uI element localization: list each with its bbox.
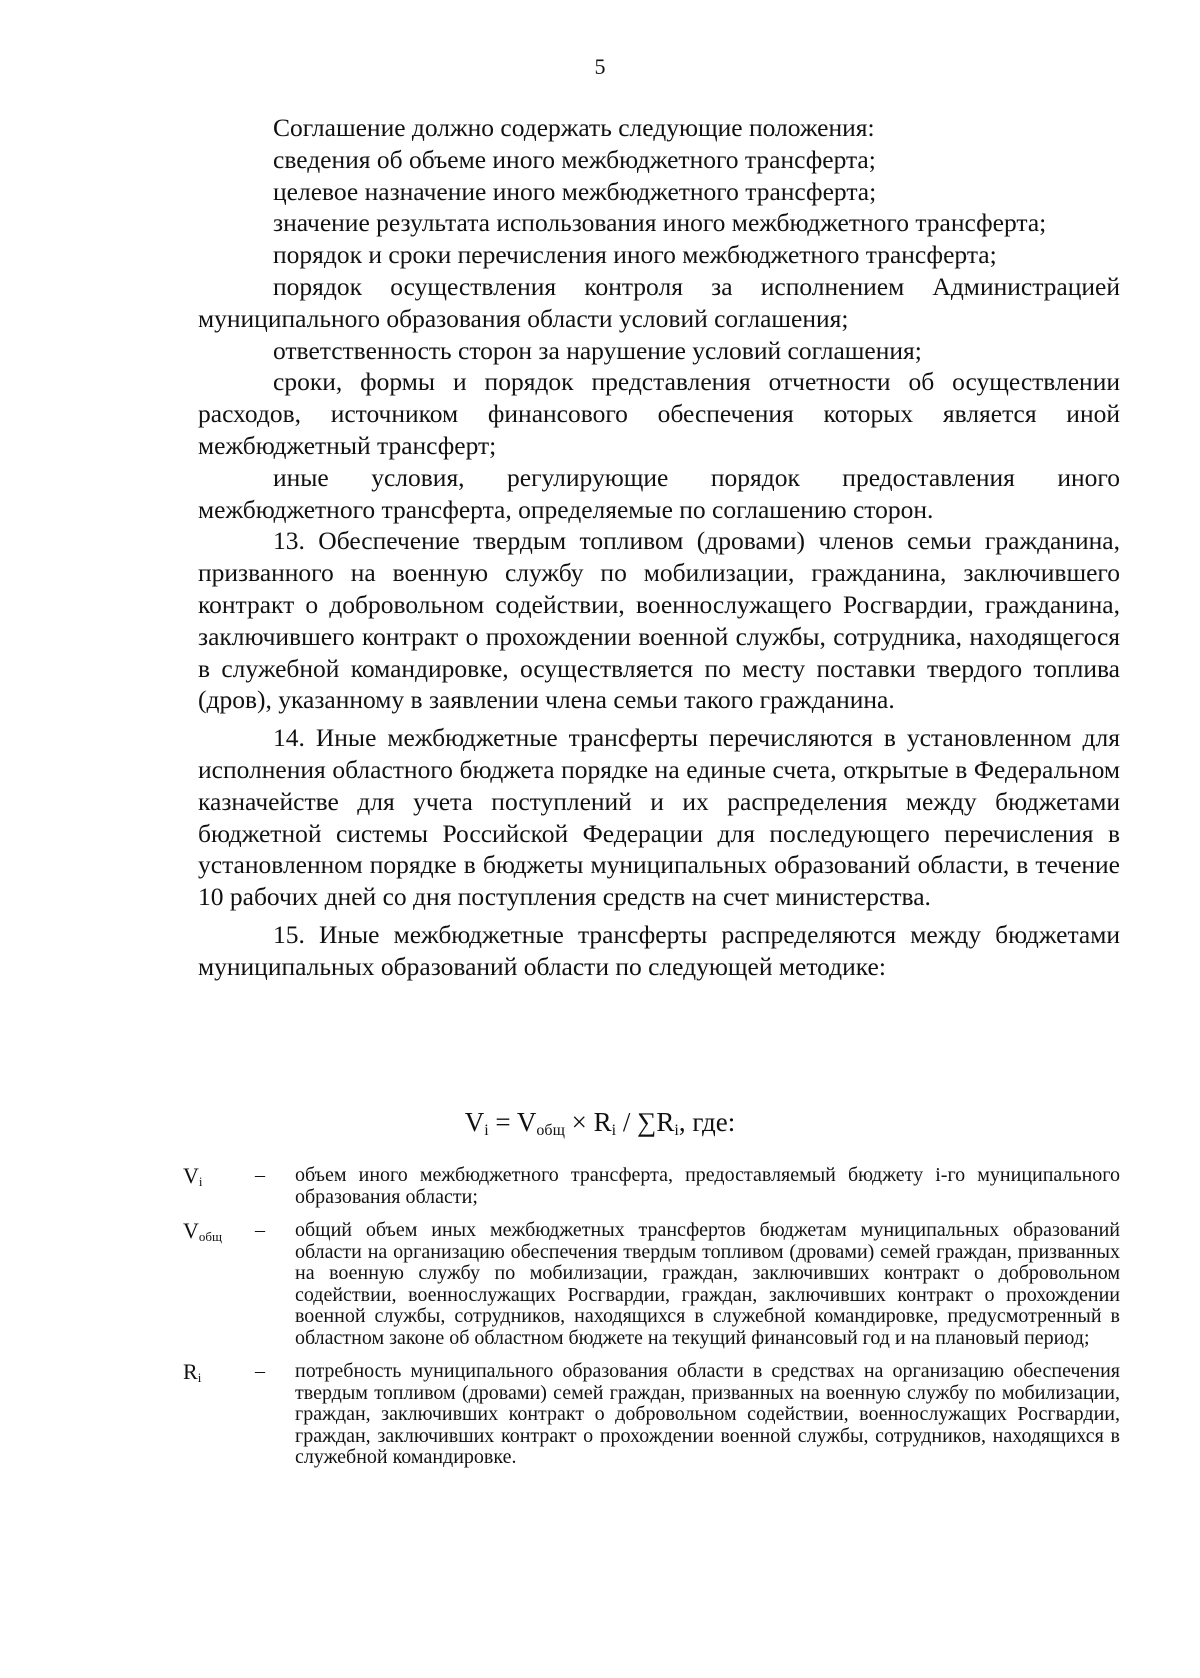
- formula-slash: / ∑R: [616, 1107, 675, 1137]
- formula-times: × R: [564, 1107, 612, 1137]
- definition-dash: –: [255, 1360, 265, 1382]
- paragraph: значение результата использования иного межбюджетного трансферта;: [273, 208, 1047, 238]
- paragraph: сведения об объеме иного межбюджетного трансферта;: [273, 144, 876, 174]
- document-body: [198, 112, 1120, 983]
- definition-text: общий объем иных межбюджетных трансфертов бюджетам муниципальных образований области на организацию обеспечения твердым топливом (дровами) семей граждан, призванных на военную службу по мобилизации, граждан, заключивших контракт о добровольном содействии, военнослужащих Росгвардии, граждан, заключивших контракт о прохождении военной службы, сотрудников, находящихся в служебной командировке, предусмотренный в областном законе об областном бюджете на текущий финансовый год и на плановый период;: [295, 1219, 1120, 1349]
- formula-v: V: [464, 1107, 485, 1137]
- paragraph: Соглашение должно содержать следующие положения:: [273, 113, 875, 142]
- definition-symbol: $V_{общ}$: [183, 1218, 223, 1244]
- definitions-list: [183, 1165, 1120, 1481]
- paragraph: иные условия, регулирующие порядок предоставления иного межбюджетного трансферта, определяемые по соглашению сторон.: [198, 462, 1120, 524]
- paragraph-15: 15. Иные межбюджетные трансферты распределяются между бюджетами муниципальных образований области по следующей методике:: [198, 919, 1120, 981]
- paragraph-14: 14. Иные межбюджетные трансферты перечисляются в установленном для исполнения областного бюджета порядке на единые счета, открытые в Федеральном казначействе для учета поступлений и их распределения между бюджетами бюджетной системы Российской Федерации для последующего перечисления в установленном порядке в бюджеты муниципальных образований области, в течение 10 рабочих дней со дня поступления средств на счет министерства.: [198, 723, 1120, 912]
- paragraph: целевое назначение иного межбюджетного трансферта;: [273, 176, 877, 206]
- formula-eq: =: [488, 1107, 517, 1137]
- definition-symbol: $R_i$: [183, 1359, 202, 1385]
- page-number: 5: [594, 54, 606, 79]
- definition-item: [183, 1361, 1120, 1469]
- paragraph: сроки, формы и порядок представления отчетности об осуществлении расходов, источником финансового обеспечения которых является иной межбюджетный трансферт;: [198, 367, 1120, 460]
- definition-text: объем иного межбюджетного трансферта, предоставляемый бюджету i-го муниципального образования области;: [295, 1164, 1120, 1208]
- definition-item: [183, 1165, 1120, 1208]
- formula-sub-obsh: общ: [536, 1122, 565, 1139]
- formula-sub-i: i: [484, 1122, 489, 1139]
- paragraph: порядок осуществления контроля за исполнением Администрацией муниципального образования области условий соглашения;: [198, 271, 1120, 333]
- definition-dash: –: [255, 1164, 265, 1186]
- paragraph-13: 13. Обеспечение твердым топливом (дровами) членов семьи гражданина, призванного на военную службу по мобилизации, гражданина, заключившего контракт о добровольном содействии, военнослужащего Росгвардии, гражданина, заключившего контракт о прохождении военной службы, сотрудника, находящегося в служебной командировке, осуществляется по месту поставки твердого топлива (дров), указанному в заявлении члена семьи такого гражданина.: [198, 526, 1120, 715]
- formula: [0, 1107, 1200, 1140]
- definition-text: потребность муниципального образования области в средствах на организацию обеспечения твердым топливом (дровами) семей граждан, призванных на военную службу по мобилизации, граждан, заключивших контракт о добровольном содействии, военнослужащих Росгвардии, граждан, заключивших контракт о прохождении военной службы, сотрудников, находящихся в служебной командировке.: [295, 1360, 1120, 1468]
- paragraph: ответственность сторон за нарушение условий соглашения;: [273, 335, 922, 365]
- definition-item: [183, 1220, 1120, 1349]
- formula-sub-i3: i: [674, 1122, 679, 1139]
- definition-symbol: $V_i$: [183, 1163, 203, 1189]
- formula-sub-i2: i: [611, 1122, 617, 1139]
- definition-dash: –: [255, 1219, 265, 1241]
- formula-tail: , где:: [678, 1107, 736, 1137]
- paragraph: порядок и сроки перечисления иного межбюджетного трансферта;: [273, 240, 997, 270]
- formula-v2: V: [516, 1107, 537, 1137]
